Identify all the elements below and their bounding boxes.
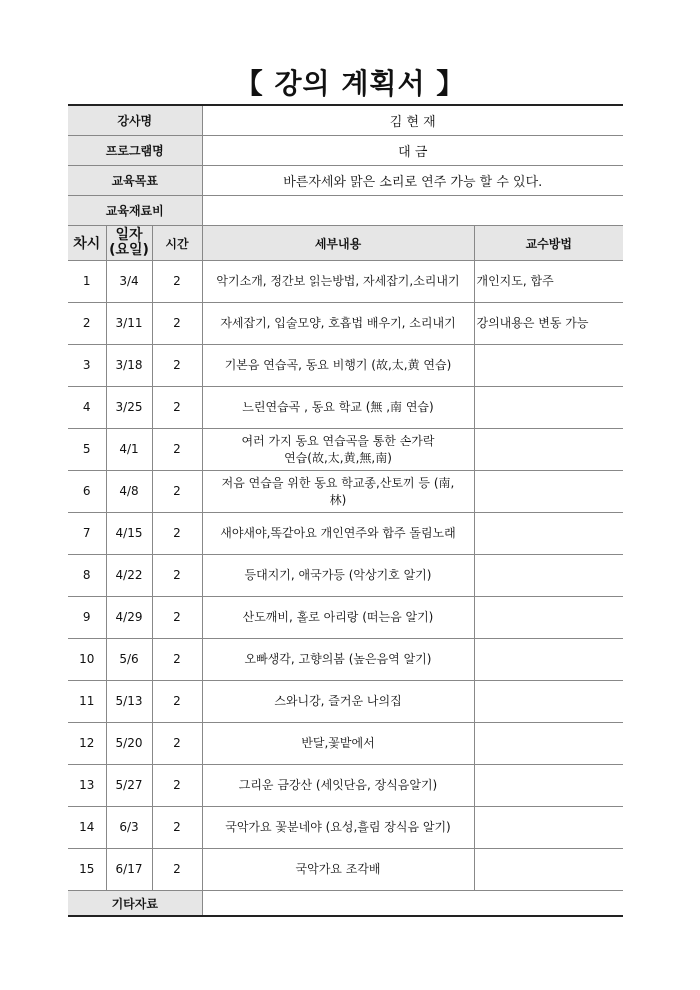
session-hours: 2 [152,555,202,597]
session-hours: 2 [152,303,202,345]
session-number: 14 [68,807,106,849]
session-method [474,555,623,597]
session-hours: 2 [152,387,202,429]
session-date: 3/18 [106,345,152,387]
session-content: 악기소개, 정간보 읽는방법, 자세잡기,소리내기 [202,261,474,303]
session-method [474,639,623,681]
other-materials-row [68,891,623,917]
session-date: 4/15 [106,513,152,555]
session-method [474,597,623,639]
session-content: 저음 연습을 위한 동요 학교종,산토끼 등 (南, 林) [202,471,474,513]
session-number: 4 [68,387,106,429]
header-method: 교수방법 [474,226,623,261]
other-materials-value [202,891,623,917]
session-method [474,345,623,387]
session-row [68,303,623,345]
session-method: 강의내용은 변동 가능 [474,303,623,345]
session-content: 여러 가지 동요 연습곡을 통한 손가락 연습(故,太,黄,無,南) [202,429,474,471]
session-date: 6/3 [106,807,152,849]
program-label: 프로그램명 [68,136,202,166]
session-content: 기본음 연습곡, 동요 비행기 (故,太,黄 연습) [202,345,474,387]
instructor-label: 강사명 [68,105,202,136]
session-date: 3/11 [106,303,152,345]
program-row [68,136,623,166]
session-date: 4/1 [106,429,152,471]
session-hours: 2 [152,807,202,849]
session-content: 등대지기, 애국가등 (악상기호 알기) [202,555,474,597]
session-row [68,261,623,303]
session-number: 15 [68,849,106,891]
session-date: 4/22 [106,555,152,597]
session-number: 5 [68,429,106,471]
other-materials-label: 기타자료 [68,891,202,917]
session-row [68,345,623,387]
session-method [474,765,623,807]
instructor-row [68,105,623,136]
session-date: 5/6 [106,639,152,681]
session-hours: 2 [152,471,202,513]
session-hours: 2 [152,513,202,555]
session-hours: 2 [152,261,202,303]
session-hours: 2 [152,639,202,681]
session-number: 11 [68,681,106,723]
session-row [68,723,623,765]
session-number: 1 [68,261,106,303]
session-row [68,849,623,891]
session-date: 5/13 [106,681,152,723]
session-number: 9 [68,597,106,639]
session-method [474,681,623,723]
session-number: 6 [68,471,106,513]
header-hours: 시간 [152,226,202,261]
session-date: 3/4 [106,261,152,303]
session-number: 12 [68,723,106,765]
session-row [68,471,623,513]
session-hours: 2 [152,723,202,765]
session-row [68,639,623,681]
header-date: 일자 (요일) [106,226,152,261]
session-method: 개인지도, 합주 [474,261,623,303]
lecture-plan-table [68,104,623,917]
session-date: 5/20 [106,723,152,765]
session-row [68,429,623,471]
materials-value [202,196,623,226]
session-method [474,471,623,513]
session-row [68,765,623,807]
session-content: 국악가요 조각배 [202,849,474,891]
session-hours: 2 [152,429,202,471]
session-row [68,387,623,429]
session-number: 10 [68,639,106,681]
session-number: 3 [68,345,106,387]
session-method [474,513,623,555]
session-date: 5/27 [106,765,152,807]
goal-value: 바른자세와 맑은 소리로 연주 가능 할 수 있다. [202,166,623,196]
document-title: 【 강의 계획서 】 [234,67,466,100]
header-session: 차시 [68,226,106,261]
session-method [474,387,623,429]
session-date: 6/17 [106,849,152,891]
session-hours: 2 [152,681,202,723]
session-number: 2 [68,303,106,345]
session-hours: 2 [152,765,202,807]
session-method [474,723,623,765]
session-content: 국악가요 꽃분네야 (요성,흘림 장식음 알기) [202,807,474,849]
session-date: 3/25 [106,387,152,429]
session-number: 8 [68,555,106,597]
session-content: 산도깨비, 홀로 아리랑 (떠는음 알기) [202,597,474,639]
program-value: 대 금 [202,136,623,166]
session-content: 새야새야,똑같아요 개인연주와 합주 돌림노래 [202,513,474,555]
session-row [68,597,623,639]
session-number: 7 [68,513,106,555]
session-row [68,681,623,723]
header-content: 세부내용 [202,226,474,261]
session-content: 스와니강, 즐거운 나의집 [202,681,474,723]
session-method [474,429,623,471]
session-content: 그리운 금강산 (세잇단음, 장식음알기) [202,765,474,807]
materials-label: 교육재료비 [68,196,202,226]
session-row [68,807,623,849]
instructor-value: 김 현 재 [202,105,623,136]
session-content: 자세잡기, 입술모양, 호흡법 배우기, 소리내기 [202,303,474,345]
session-content: 반달,꽃밭에서 [202,723,474,765]
session-hours: 2 [152,345,202,387]
column-header-row [68,226,623,261]
session-date: 4/29 [106,597,152,639]
session-method [474,849,623,891]
session-row [68,555,623,597]
materials-row [68,196,623,226]
session-content: 느린연습곡 , 동요 학교 (無 ,南 연습) [202,387,474,429]
session-method [474,807,623,849]
session-content: 오빠생각, 고향의봄 (높은음역 알기) [202,639,474,681]
session-hours: 2 [152,849,202,891]
session-number: 13 [68,765,106,807]
session-date: 4/8 [106,471,152,513]
goal-label: 교육목표 [68,166,202,196]
session-hours: 2 [152,597,202,639]
goal-row [68,166,623,196]
session-row [68,513,623,555]
